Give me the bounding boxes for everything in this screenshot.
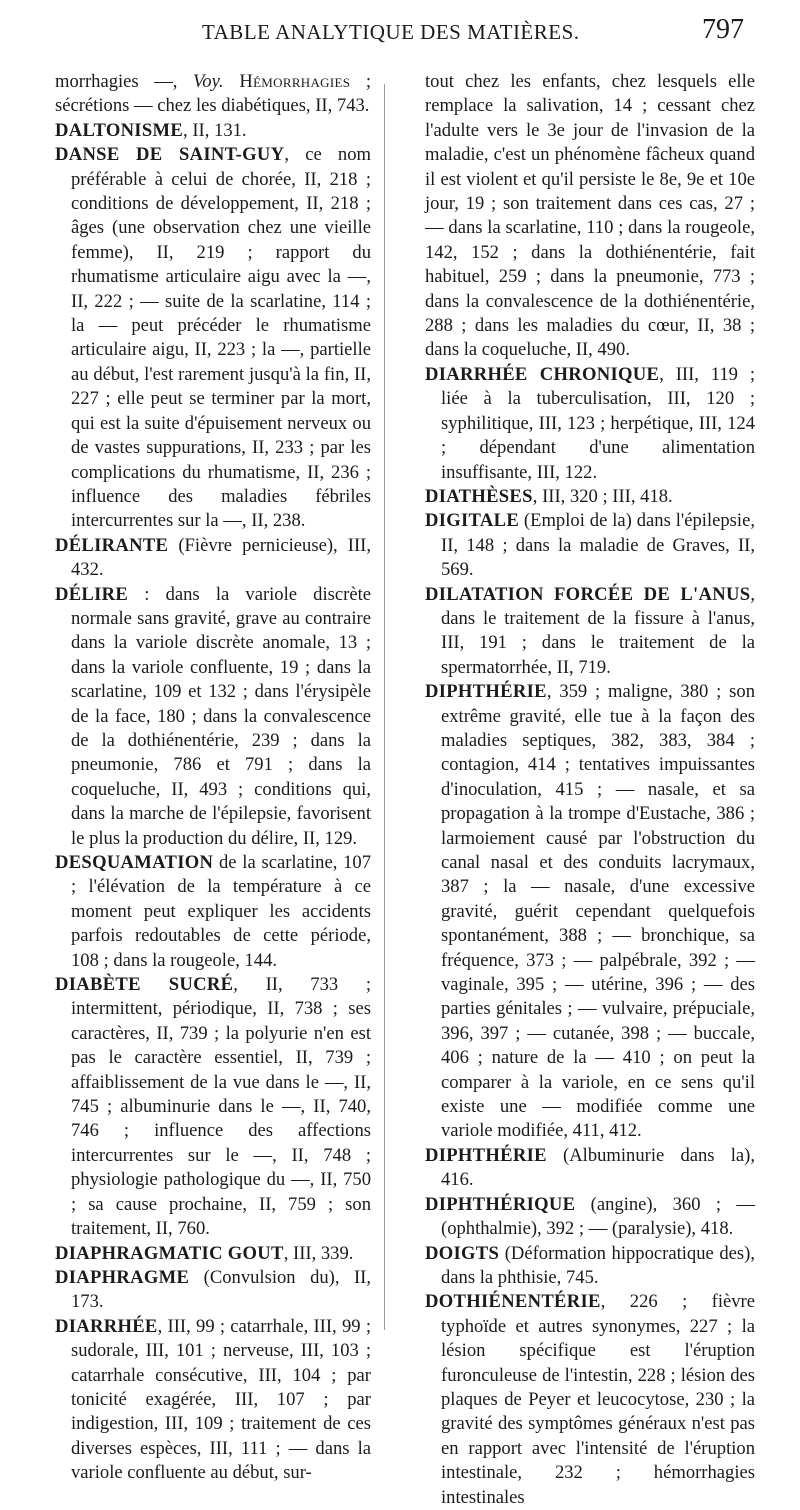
index-entry: [55, 1266, 371, 1315]
index-entry: [55, 851, 371, 973]
index-entry: [425, 680, 755, 1144]
index-entry: [425, 583, 755, 681]
index-entry: [55, 534, 371, 583]
index-entry: [425, 1290, 755, 1510]
entry-term: DIARRHÉE CHRONIQUE: [425, 363, 660, 385]
entry-term: DÉLIRE: [55, 583, 129, 605]
entry-text: , III, 320 ; III, 418.: [532, 485, 673, 507]
entry-term: DESQUAMATION: [55, 852, 214, 873]
page-number: 797: [702, 14, 744, 45]
entry-term: DILATATION FORCÉE DE L'ANUS: [425, 583, 751, 605]
entry-text: , 359 ; maligne, 380 ; son extrême gravité, elle tue à la façon des maladies septiques, 382, 383, 384 ; contagion, 414 ; tentatives impuissantes d'inoculation, 415 ; — nasale, et sa propagation à la trompe d'Eustache, 386 ; larmoiement causé par l'obstruction du canal nasal et des conduits lacrymaux, 387 ; la — nasale, d'une excessive gravité, guérit cependant quelquefois spontanément, 388 ; — bronchique, sa fréquence, 373 ; — palpébrale, 392 ; — vaginale, 395 ; — utérine, 396 ; — des parties génitales ; — vulvaire, prépuciale, 396, 397 ; — cutanée, 398 ; — buccale, 406 ; nature de la — 410 ; on peut la comparer à la variole, en ce sens qu'il existe une — modifiée comme une variole modifiée, 411, 412.: [441, 681, 755, 1142]
entry-term: DIPHTHÉRIQUE: [425, 1193, 576, 1215]
entry-text: , III, 99 ; catarrhale, III, 99 ; sudorale, III, 101 ; nerveuse, III, 103 ; catarrhale consécutive, III, 104 ; par tonicité exagérée, III, 107 ; par indigestion, III, 109 ; traitement de ces diverses espèces, III, 111 ; — dans la variole confluente au début, sur-: [71, 1315, 371, 1484]
index-entry: [425, 509, 755, 582]
entry-text: , III, 119 ; liée à la tuberculisation, III, 120 ; syphilitique, III, 123 ; herpétique, III, 124 ; dépendant d'une alimentation insuffisante, III, 122.: [441, 363, 755, 483]
entry-text: (Emploi de la) dans l'épilepsie, II, 148 ; dans la maladie de Graves, II, 569.: [441, 510, 755, 581]
entry-term: DIATHÈSES: [425, 485, 533, 507]
entry-term: DANSE DE SAINT-GUY: [55, 144, 285, 166]
entry-term: DOIGTS: [425, 1242, 500, 1264]
entry-text: , II, 733 ; intermittent, périodique, II, 738 ; ses caractères, II, 739 ; la polyurie n'en est pas le caractère essentiel, II, 739 ; affaiblissement de la vue dans le —, II, 745 ; albuminurie dans le —, II, 740, 746 ; influence des affections intercurrentes sur le —, II, 748 ; physiologie pathologique du —, II, 750 ; sa cause prochaine, II, 759 ; son traitement, II, 760.: [71, 974, 372, 1240]
entry-term: DOTHIÉNENTÉRIE: [425, 1291, 601, 1313]
entry-text: de la scarlatine, 107 ; l'élévation de la température à ce moment peut expliquer les accidents parfois redoutables de cette période, 108 ; dans la rougeole, 144.: [71, 852, 371, 971]
entry-text: , II, 131.: [183, 119, 247, 141]
entry-text: , III, 339.: [283, 1242, 354, 1264]
entry-text: (Fièvre pernicieuse), III, 432.: [71, 534, 371, 581]
index-entry: [55, 119, 371, 143]
entry-text: : dans la variole discrète normale sans gravité, grave au contraire dans la variole discrète anomale, 13 ; dans la variole confluente, 19 ; dans la scarlatine, 109 et 132 ; dans l'érysipèle de la face, 180 ; dans la convalescence de la dothiénentérie, 239 ; dans la pneumonie, 786 et 791 ; dans la coqueluche, II, 493 ; conditions qui, dans la marche de l'épilepsie, favorisent le plus la production du délire, II, 129.: [71, 583, 371, 849]
entry-term: DIABÈTE SUCRÉ: [55, 974, 234, 996]
index-entry: [55, 1242, 371, 1266]
entry-term: DALTONISME: [55, 119, 184, 141]
index-entry: [425, 1242, 755, 1291]
entry-text: , dans le traitement de la fissure à l'anus, III, 191 ; dans le traitement de la spermatorrhée, II, 719.: [441, 583, 755, 678]
right-column: [425, 70, 755, 1510]
index-entry: [55, 1315, 371, 1486]
continuation-paragraph: tout chez les enfants, chez lesquels elle remplace la salivation, 14 ; cessant chez l'adulte vers le 3e jour de l'invasion de la maladie, c'est un phénomène fâcheux quand il est violent et qu'il persiste le 8e, 9e et 10e jour, 19 ; son traitement dans ces cas, 27 ; — dans la scarlatine, 110 ; dans la rougeole, 142, 152 ; dans la dothiénentérie, fait habituel, 259 ; dans la pneumonie, 773 ; dans la convalescence de la dothiénentérie, 288 ; dans les maladies du cœur, II, 38 ; dans la coqueluche, II, 490.: [425, 71, 755, 361]
left-column: [55, 70, 371, 1486]
running-title: TABLE ANALYTIQUE DES MATIÈRES.: [202, 20, 580, 44]
cross-reference: Hémorrhagies: [223, 71, 351, 92]
entry-text: (Albuminurie dans la), 416.: [441, 1144, 755, 1191]
entry-text: (angine), 360 ; — (ophthalmie), 392 ; — (paralysie), 418.: [441, 1193, 755, 1240]
index-entry: [55, 973, 371, 1241]
entry-text: , ce nom préférable à celui de chorée, II, 218 ; conditions de développement, II, 218 ; âges (une observation chez une vieille femme), II, 219 ; rapport du rhumatisme articulaire aigu avec la —, II, 222 ; — suite de la scarlatine, 114 ; la — peut précéder le rhumatisme articulaire aigu, II, 223 ; la —, partielle au début, l'est rarement jusqu'à la fin, II, 227 ; elle peut se terminer par la mort, qui est la suite d'épuisement nerveux ou de vastes suppurations, II, 233 ; par les complications du rhumatisme, II, 236 ; influence des maladies fébriles intercurrentes sur la —, II, 238.: [71, 144, 371, 532]
index-entry: [425, 1193, 755, 1242]
entry-term: DIPHTHÉRIE: [425, 681, 547, 703]
entry-text: (Convulsion du), II, 173.: [71, 1266, 371, 1313]
index-entry: [55, 583, 371, 851]
entry-term: DIARRHÉE: [55, 1315, 158, 1337]
entry-term: DIGITALE: [425, 510, 520, 532]
column-divider: [384, 84, 385, 1330]
entry-text: (Déformation hippocratique des), dans la phthisie, 745.: [441, 1242, 755, 1288]
index-entry: [425, 1144, 755, 1193]
entry-text: , 226 ; fièvre typhoïde et autres synonymes, 227 ; la lésion spécifique est l'éruption furonculeuse de l'intestin, 228 ; lésion des plaques de Peyer et leucocytose, 230 ; la gravité des symptômes généraux n'est pas en rapport avec l'intensité de l'éruption intestinale, 232 ; hémorrhagies intestinales: [441, 1291, 755, 1508]
index-entry: [55, 143, 371, 534]
index-entry: [425, 363, 755, 485]
entry-term: DIAPHRAGME: [55, 1266, 190, 1288]
see-reference: Voy.: [193, 71, 224, 92]
entry-term: DÉLIRANTE: [55, 534, 169, 556]
index-entry: [425, 485, 755, 509]
entry-term: DIPHTHÉRIE: [425, 1144, 547, 1166]
entry-term: DIAPHRAGMATIC GOUT: [55, 1242, 284, 1264]
continuation-paragraph: morrhagies —, Voy. Hémorrhagies ; sécrétions — chez les diabétiques, II, 743.: [55, 71, 371, 117]
